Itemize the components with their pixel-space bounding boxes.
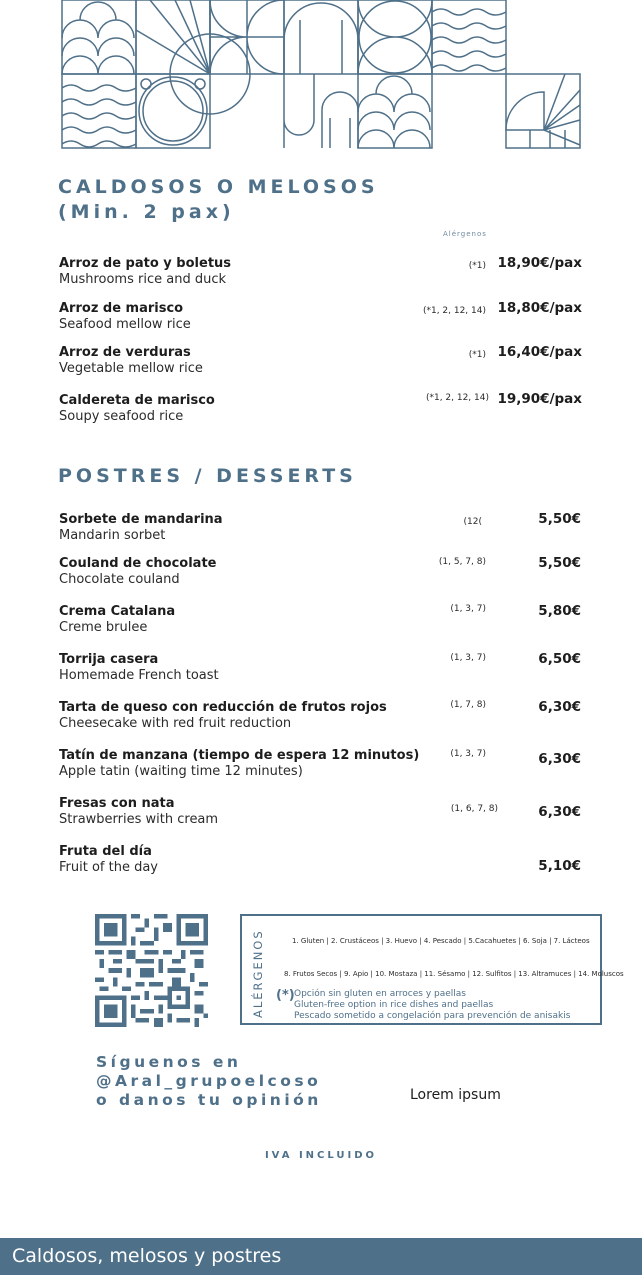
dish-allergens: (1, 3, 7): [450, 653, 486, 663]
footer-bar: [0, 1238, 642, 1275]
dish-name-en: Seafood mellow rice: [59, 317, 191, 332]
dish-name-es: Caldereta de marisco: [59, 393, 215, 408]
dish-price: 5,10€: [538, 858, 581, 874]
allergens-line-2: 8. Frutos Secos | 9. Apio | 10. Mostaza | 11. Sésamo | 12. Sulfitos | 13. Altramuces | 14. Moluscos: [284, 970, 624, 978]
dish-allergens: (*1, 2, 12, 14): [422, 306, 486, 316]
dish-allergens: (*1, 2, 12, 14): [425, 393, 489, 403]
follow-line-1: Síguenos en: [96, 1053, 242, 1071]
dish-allergens: (*1): [468, 350, 486, 360]
allergens-legend-box: [240, 914, 624, 1025]
placeholder-text: Lorem ipsum: [410, 1087, 501, 1103]
dish-name-es: Tatín de manzana (tiempo de espera 12 minutos): [59, 748, 420, 763]
gluten-free-line-es: Opción sin gluten en arroces y paellas: [294, 989, 466, 999]
dish-name-es: Sorbete de mandarina: [59, 512, 223, 527]
dish-name-en: Mushrooms rice and duck: [59, 272, 226, 287]
dish-name-en: Chocolate couland: [59, 572, 180, 587]
dish-name-es: Arroz de marisco: [59, 301, 184, 316]
gluten-free-line-en: Gluten-free option in rice dishes and paellas: [294, 1000, 494, 1010]
dish-price: 18,90€/pax: [497, 255, 582, 271]
follow-us-block: [96, 1053, 322, 1110]
allergens-column-header: Alérgenos: [443, 230, 487, 238]
dish-name-en: Creme brulee: [59, 620, 148, 635]
dish-price: 6,30€: [538, 751, 581, 767]
vat-included-note: IVA INCLUIDO: [264, 1150, 378, 1161]
dish-name-en: Homemade French toast: [59, 668, 219, 683]
dish-price: 5,50€: [538, 555, 581, 571]
footer-title: Caldosos, melosos y postres: [12, 1245, 282, 1267]
dish-name-es: Fresas con nata: [59, 796, 175, 811]
qr-code[interactable]: [95, 914, 208, 1027]
dish-price: 6,30€: [538, 699, 581, 715]
dish-price: 19,90€/pax: [497, 391, 582, 407]
section-title-postres: POSTRES / DESSERTS: [58, 465, 357, 487]
dish-name-es: Arroz de verduras: [59, 345, 191, 360]
dish-name-en: Vegetable mellow rice: [59, 361, 203, 376]
dish-name-es: Couland de chocolate: [59, 556, 217, 571]
dish-name-en: Fruit of the day: [59, 860, 158, 875]
decorative-tile-banner: [60, 0, 584, 150]
dish-allergens: (1, 3, 7): [450, 604, 486, 614]
dish-name-en: Strawberries with cream: [59, 812, 219, 827]
dish-price: 5,50€: [538, 511, 581, 527]
dish-name-es: Crema Catalana: [59, 604, 176, 619]
dish-price: 6,30€: [538, 804, 581, 820]
dish-price: 18,80€/pax: [497, 300, 582, 316]
dish-name-es: Fruta del día: [59, 844, 152, 859]
instagram-handle[interactable]: @Aral_grupoelcoso: [96, 1072, 322, 1090]
dish-allergens: (*1): [468, 261, 486, 271]
allergens-vertical-text: ALÉRGENOS: [251, 929, 265, 1018]
gluten-free-marker: (*): [276, 988, 295, 1003]
dish-allergens: (1, 7, 8): [450, 700, 486, 710]
dish-allergens: (12(: [463, 517, 482, 527]
dish-name-es: Tarta de queso con reducción de frutos rojos: [59, 700, 387, 715]
dish-allergens: (1, 6, 7, 8): [450, 804, 498, 814]
allergens-vertical-title: [246, 924, 270, 1019]
dish-name-en: Apple tatin (waiting time 12 minutes): [59, 764, 303, 779]
dish-allergens: (1, 5, 7, 8): [438, 557, 486, 567]
allergens-line-1: 1. Gluten | 2. Crustáceos | 3. Huevo | 4. Pescado | 5.Cacahuetes | 6. Soja | 7. Lácteos: [292, 937, 590, 945]
dish-price: 6,50€: [538, 651, 581, 667]
dish-name-en: Soupy seafood rice: [59, 409, 184, 424]
dish-name-en: Cheesecake with red fruit reduction: [59, 716, 292, 731]
dish-name-en: Mandarin sorbet: [59, 528, 166, 543]
follow-line-3: o danos tu opinión: [96, 1091, 322, 1109]
dish-price: 5,80€: [538, 603, 581, 619]
dish-allergens: (1, 3, 7): [450, 749, 486, 759]
dish-name-es: Torrija casera: [59, 652, 159, 667]
anisakis-note: Pescado sometido a congelación para prevención de anisakis: [294, 1011, 571, 1021]
section-title-caldosos: CALDOSOS O MELOSOS: [58, 176, 379, 198]
dish-price: 16,40€/pax: [497, 344, 582, 360]
section-subtitle-min-pax: (Min. 2 pax): [58, 201, 235, 223]
dish-name-es: Arroz de pato y boletus: [59, 256, 232, 271]
